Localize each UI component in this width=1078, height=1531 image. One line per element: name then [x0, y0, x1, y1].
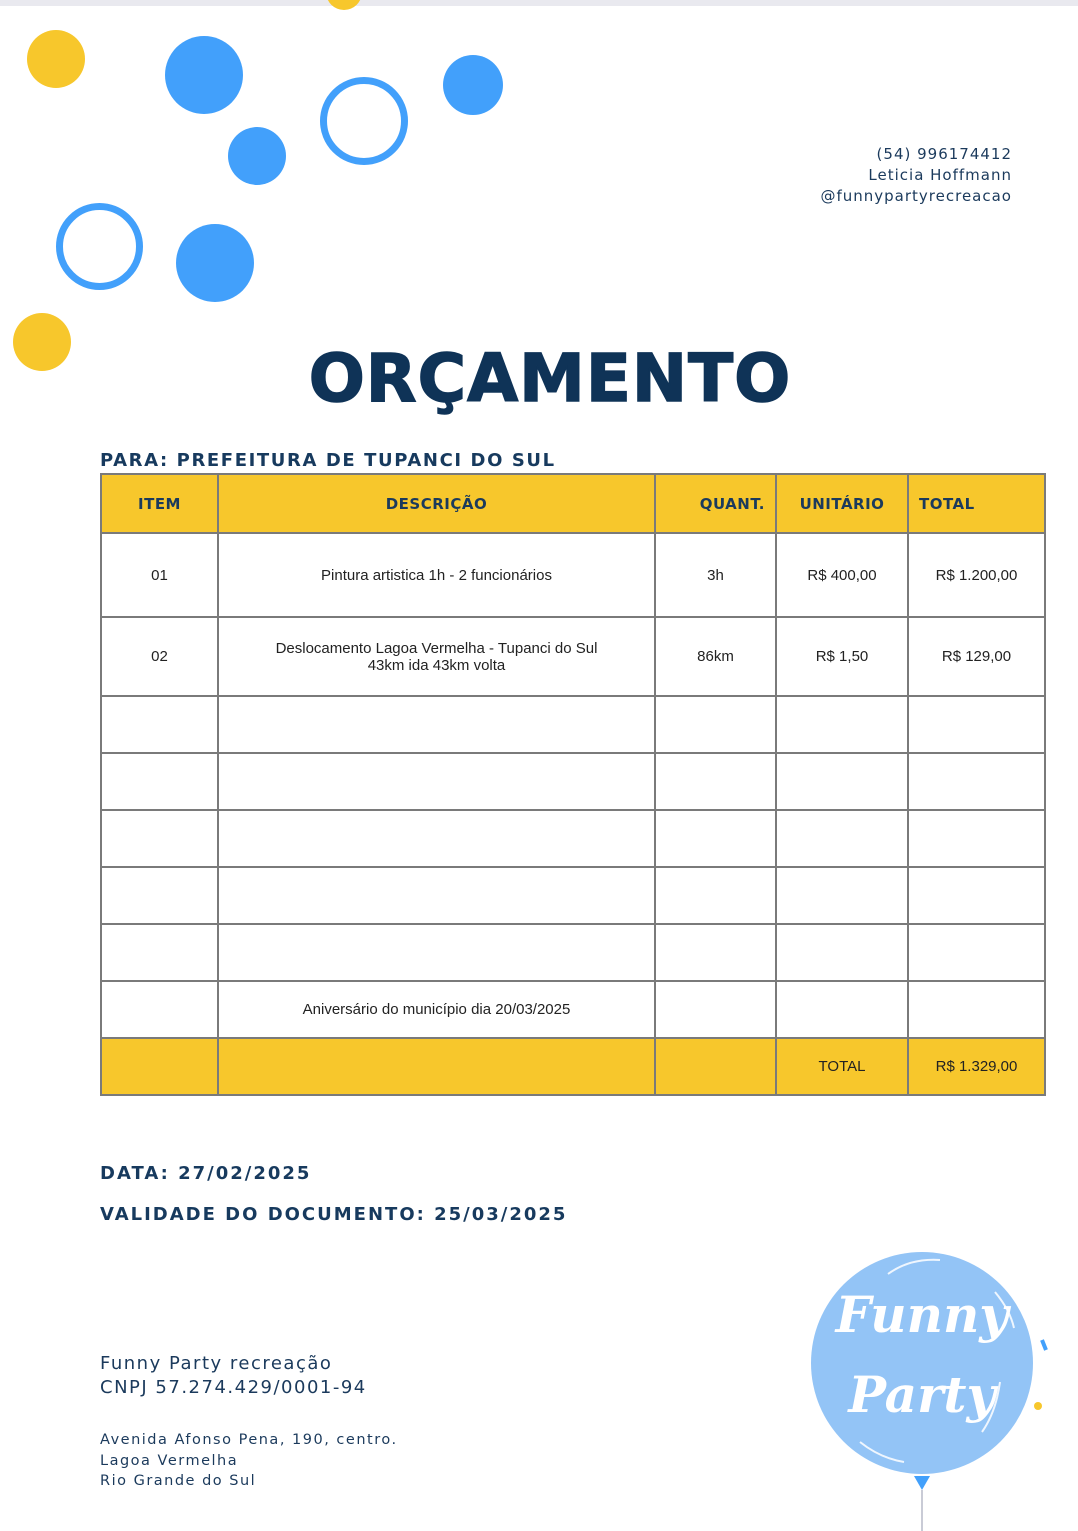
funny-party-balloon-logo: [800, 1232, 1060, 1531]
address-state: Rio Grande do Sul: [100, 1473, 257, 1489]
blue-ring: [56, 203, 143, 290]
cell-quantity: 86km: [655, 617, 776, 696]
header-total: TOTAL: [908, 474, 1045, 533]
contact-phone: (54) 996174412: [876, 145, 1012, 163]
empty-row: [101, 696, 1045, 753]
budget-table: [100, 473, 1046, 1096]
top-edge-bar: [0, 0, 1078, 6]
cell-description: [218, 617, 655, 696]
empty-row: [101, 810, 1045, 867]
yellow-dot: [27, 30, 85, 88]
empty-row: [101, 753, 1045, 810]
cell-total: R$ 1.200,00: [908, 533, 1045, 617]
blue-dot: [443, 55, 503, 115]
contact-instagram: @funnypartyrecreacao: [820, 187, 1012, 205]
issue-date: DATA: 27/02/2025: [100, 1163, 312, 1184]
table-row: [101, 617, 1045, 696]
cell-description-line: Deslocamento Lagoa Vermelha - Tupanci do Sul: [275, 639, 598, 657]
validity-date: VALIDADE DO DOCUMENTO: 25/03/2025: [100, 1204, 568, 1225]
header-quantity: QUANT.: [655, 474, 776, 533]
blue-dot: [176, 224, 254, 302]
event-note: Aniversário do município dia 20/03/2025: [218, 981, 655, 1038]
contact-block: [820, 144, 1012, 207]
cell-item: 02: [101, 617, 218, 696]
blue-ring: [320, 77, 408, 165]
cell-unit-price: R$ 1,50: [776, 617, 908, 696]
cell-total: R$ 129,00: [908, 617, 1045, 696]
address-block: [100, 1430, 398, 1492]
logo-text-party: Party: [848, 1365, 996, 1424]
table-row: [101, 533, 1045, 617]
header-unit-price: UNITÁRIO: [776, 474, 908, 533]
company-block: [100, 1352, 367, 1400]
empty-row: [101, 924, 1045, 981]
cell-unit-price: R$ 400,00: [776, 533, 908, 617]
total-row: [101, 1038, 1045, 1095]
table-header-row: [101, 474, 1045, 533]
cell-quantity: 3h: [655, 533, 776, 617]
cell-description-line: 43km ida 43km volta: [367, 656, 506, 674]
company-name: Funny Party recreação: [100, 1353, 333, 1374]
logo-text-funny: Funny: [835, 1285, 1009, 1344]
address-city: Lagoa Vermelha: [100, 1452, 239, 1469]
empty-row: [101, 867, 1045, 924]
blue-dot: [228, 127, 286, 185]
cell-description: Pintura artistica 1h - 2 funcionários: [218, 533, 655, 617]
cell-item: 01: [101, 533, 218, 617]
address-street: Avenida Afonso Pena, 190, centro.: [100, 1432, 398, 1448]
total-value: R$ 1.329,00: [908, 1038, 1045, 1095]
recipient-label: PARA: PREFEITURA DE TUPANCI DO SUL: [100, 450, 556, 471]
note-row: [101, 981, 1045, 1038]
blue-dot: [165, 36, 243, 114]
header-item: ITEM: [101, 474, 218, 533]
total-label: TOTAL: [776, 1038, 908, 1095]
header-description: DESCRIÇÃO: [218, 474, 655, 533]
company-cnpj: CNPJ 57.274.429/0001-94: [100, 1377, 367, 1398]
page-title: ORÇAMENTO: [308, 340, 792, 417]
contact-name: Leticia Hoffmann: [868, 166, 1012, 184]
